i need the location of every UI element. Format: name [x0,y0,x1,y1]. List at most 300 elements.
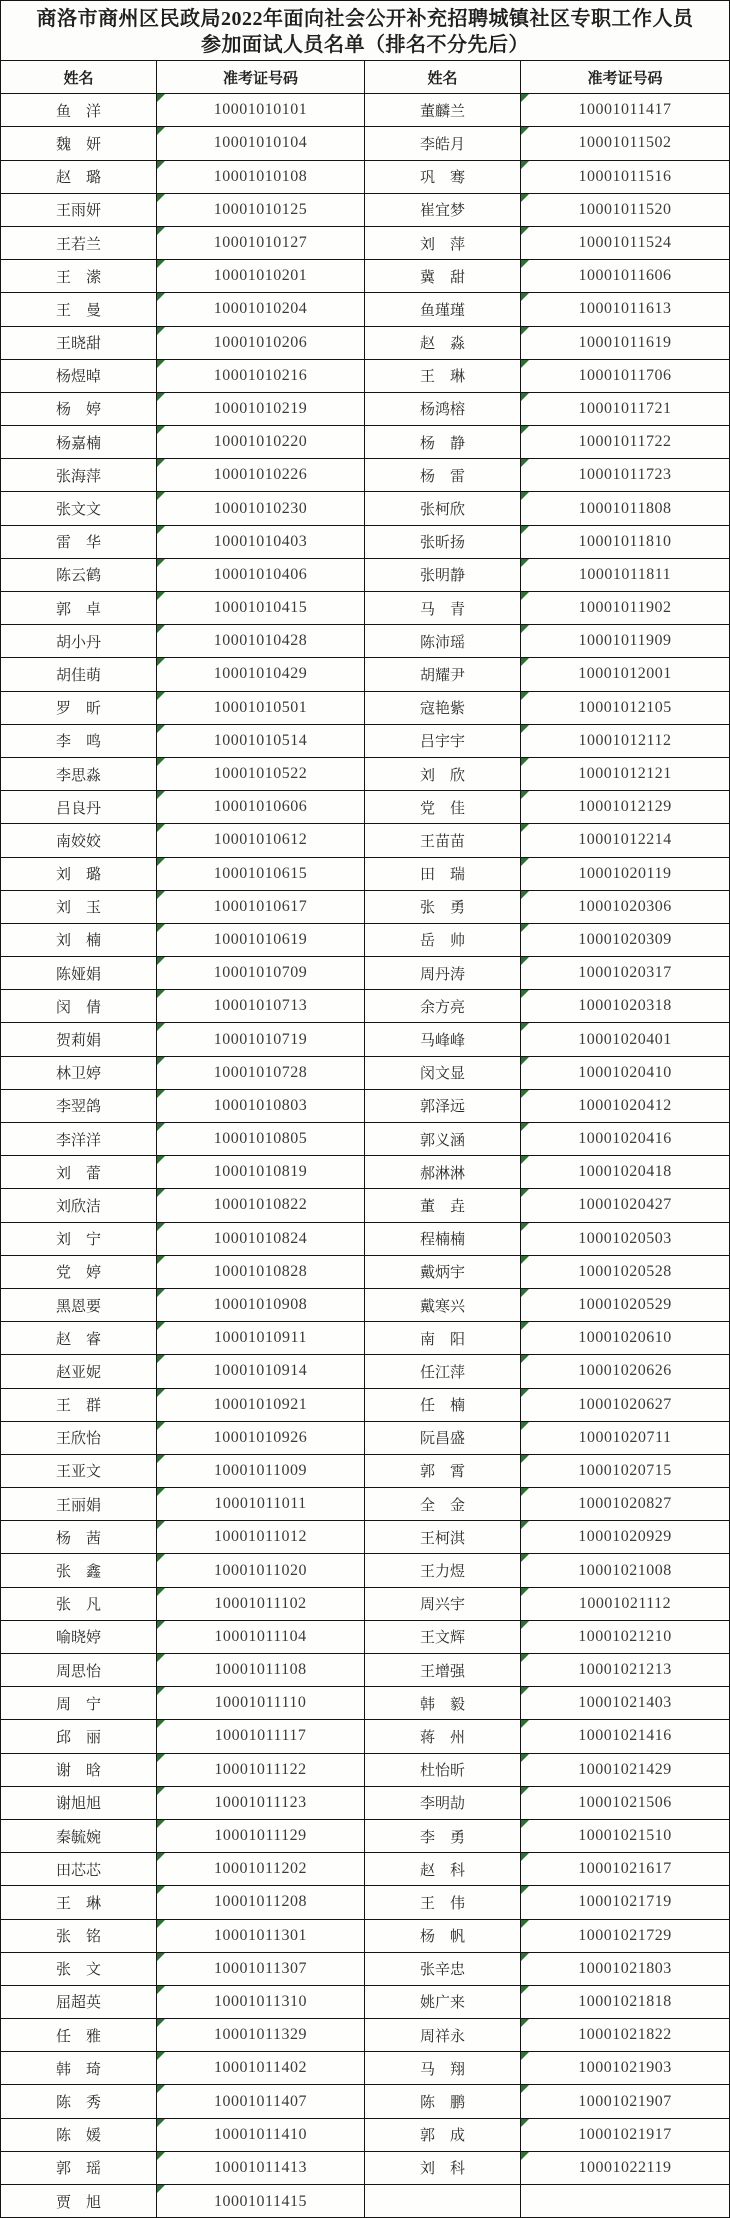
name-cell [365,492,521,524]
name-text: 戴寒兴 [419,1298,465,1315]
exam-number-cell [157,758,365,790]
exam-number-cell [521,592,729,624]
name-text: 陈 鹏 [419,2095,465,2112]
name-text: 张 勇 [419,900,465,917]
table-row [1,1023,729,1056]
name-text: 蒋 州 [419,1729,465,1746]
exam-number-cell [521,725,729,757]
roster-table-body [1,94,729,2218]
name-text: 王文辉 [419,1630,465,1647]
name-text: 赵 科 [419,1862,465,1879]
exam-number-text: 10001010201 [213,267,308,285]
name-text: 王晓甜 [55,336,101,353]
table-header-row [1,61,729,94]
name-text: 杨 茜 [55,1530,101,1547]
name-cell [1,2119,157,2151]
excel-flag-triangle-icon [521,824,529,832]
name-cell [365,2185,521,2218]
name-text: 鱼 洋 [55,103,101,120]
exam-number-text: 10001010104 [213,134,308,152]
excel-flag-triangle-icon [157,625,165,633]
name-text: 李皓月 [419,136,465,153]
exam-number-text: 10001012001 [578,665,672,683]
name-cell [1,1953,157,1985]
name-cell [365,791,521,823]
name-text: 赵 璐 [55,170,101,187]
exam-number-text: 10001011102 [214,1594,307,1612]
exam-number-text: 10001012129 [578,798,672,816]
exam-number-text: 10001020410 [578,1063,672,1081]
exam-number-text: 10001010617 [213,897,308,915]
exam-number-cell [521,924,729,956]
name-cell [365,592,521,624]
exam-number-cell [157,2185,365,2218]
exam-number-cell [157,692,365,724]
exam-number-cell [157,891,365,923]
excel-flag-triangle-icon [157,1389,165,1397]
exam-number-text: 10001011722 [578,433,672,451]
name-text: 闵文显 [419,1066,465,1083]
name-text: 李翌鸽 [55,1099,101,1116]
excel-flag-triangle-icon [157,2152,165,2160]
name-cell [1,924,157,956]
name-text: 雷 华 [55,535,101,552]
excel-flag-triangle-icon [521,1754,529,1762]
exam-number-cell [157,1986,365,2018]
excel-flag-triangle-icon [521,1820,529,1828]
exam-number-text: 10001011413 [214,2158,307,2176]
exam-number-cell [157,1953,365,1985]
excel-flag-triangle-icon [521,725,529,733]
excel-flag-triangle-icon [521,327,529,335]
excel-flag-triangle-icon [157,1820,165,1828]
exam-number-cell [157,1654,365,1686]
exam-number-cell [521,393,729,425]
exam-number-text: 10001011417 [578,101,672,119]
name-text: 巩 骞 [419,170,465,187]
table-row [1,1853,729,1886]
name-text: 杜怡昕 [419,1763,465,1780]
exam-number-text: 10001010709 [213,964,308,982]
name-text: 刘 欣 [419,767,465,784]
exam-number-text: 10001010403 [213,532,308,550]
name-cell [365,94,521,126]
excel-flag-triangle-icon [521,492,529,500]
exam-number-text: 10001011706 [578,366,672,384]
excel-flag-triangle-icon [157,2085,165,2093]
excel-flag-triangle-icon [521,227,529,235]
name-cell [1,1422,157,1454]
excel-flag-triangle-icon [157,2052,165,2060]
name-cell [1,227,157,259]
exam-number-cell [521,293,729,325]
exam-number-text: 10001011108 [214,1661,307,1679]
exam-number-text: 10001011117 [214,1727,307,1745]
exam-number-text: 10001010803 [213,1096,308,1114]
name-text: 王 琳 [419,369,465,386]
exam-number-text: 10001012112 [578,731,672,749]
name-cell [365,1223,521,1255]
excel-flag-triangle-icon [157,1986,165,1994]
exam-number-cell [157,1023,365,1055]
excel-flag-triangle-icon [521,658,529,666]
name-cell [365,526,521,558]
table-row [1,1289,729,1322]
exam-number-cell [521,127,729,159]
exam-number-text: 10001020119 [578,864,672,882]
exam-number-text: 10001010819 [213,1163,308,1181]
name-text: 屈超英 [55,1995,101,2012]
table-row [1,658,729,691]
table-row [1,426,729,459]
exam-number-cell [157,1422,365,1454]
name-cell [365,426,521,458]
name-text: 程楠楠 [419,1232,465,1249]
exam-number-text: 10001010926 [213,1428,308,1446]
name-text: 全 金 [419,1497,465,1514]
excel-flag-triangle-icon [521,360,529,368]
exam-number-text: 10001021822 [578,2026,672,2044]
excel-flag-triangle-icon [157,1720,165,1728]
exam-number-cell [521,1057,729,1089]
name-cell [1,161,157,193]
exam-number-cell [521,1488,729,1520]
name-cell [365,1687,521,1719]
exam-number-text: 10001020416 [578,1130,672,1148]
exam-number-text: 10001011301 [214,1926,307,1944]
exam-number-cell [157,1588,365,1620]
name-cell [1,1123,157,1155]
name-text: 党 婷 [55,1265,101,1282]
exam-number-cell [157,625,365,657]
exam-number-cell [521,1023,729,1055]
name-text: 郭泽远 [419,1099,465,1116]
excel-flag-triangle-icon [521,459,529,467]
name-cell [1,1920,157,1952]
name-text: 魏 妍 [55,136,101,153]
exam-number-cell [521,1554,729,1586]
excel-flag-triangle-icon [521,1156,529,1164]
name-cell [365,1554,521,1586]
table-row [1,1820,729,1853]
name-cell [1,260,157,292]
name-cell [365,1521,521,1553]
name-text: 张 鑫 [55,1564,101,1581]
name-text: 郭 成 [419,2128,465,2145]
exam-number-text: 10001011407 [214,2092,307,2110]
exam-number-cell [157,592,365,624]
excel-flag-triangle-icon [521,1588,529,1596]
name-text: 王雨妍 [55,203,101,220]
excel-flag-triangle-icon [157,1687,165,1695]
exam-number-cell [157,1488,365,1520]
name-text: 胡耀尹 [419,667,465,684]
excel-flag-triangle-icon [157,360,165,368]
exam-number-cell [521,1355,729,1387]
exam-number-text: 10001020306 [578,897,672,915]
exam-number-cell [157,1256,365,1288]
exam-number-cell [521,426,729,458]
name-text: 崔宜梦 [419,203,465,220]
table-row [1,1953,729,1986]
name-text: 鱼瑾瑾 [419,302,465,319]
exam-number-text: 10001020715 [578,1461,672,1479]
name-text: 王柯淇 [419,1530,465,1547]
exam-number-text: 10001010206 [213,333,308,351]
exam-number-text: 10001011902 [578,599,672,617]
exam-number-text: 10001010713 [213,997,308,1015]
exam-number-text: 10001010615 [213,864,308,882]
name-cell [1,1223,157,1255]
name-cell [365,1720,521,1752]
exam-number-text: 10001010219 [213,399,308,417]
name-text: 周兴宇 [419,1597,465,1614]
exam-number-text: 10001010805 [213,1130,308,1148]
exam-number-text: 10001010220 [213,433,308,451]
excel-flag-triangle-icon [521,692,529,700]
table-row [1,1986,729,2019]
exam-number-cell [521,891,729,923]
excel-flag-triangle-icon [521,1256,529,1264]
name-cell [1,1588,157,1620]
name-cell [365,1886,521,1918]
exam-number-cell [521,194,729,226]
table-row [1,924,729,957]
name-cell [365,1289,521,1321]
exam-number-text: 10001021112 [578,1594,672,1612]
exam-number-cell [521,1853,729,1885]
exam-number-cell [521,161,729,193]
exam-number-cell [157,824,365,856]
exam-number-cell [157,2052,365,2084]
exam-number-cell [157,393,365,425]
exam-number-cell [521,625,729,657]
exam-number-cell [521,2019,729,2051]
name-cell [1,891,157,923]
excel-flag-triangle-icon [157,1554,165,1562]
name-text: 韩 琦 [55,2061,101,2078]
excel-flag-triangle-icon [521,293,529,301]
exam-number-text: 10001022119 [578,2158,672,2176]
document-title [1,1,729,61]
excel-flag-triangle-icon [157,1223,165,1231]
name-cell [365,957,521,989]
name-cell [365,1654,521,1686]
table-row [1,1355,729,1388]
table-row [1,127,729,160]
excel-flag-triangle-icon [157,1355,165,1363]
table-row [1,1720,729,1753]
exam-number-text: 10001021729 [578,1926,672,1944]
name-cell [1,559,157,591]
exam-number-cell [157,725,365,757]
excel-flag-triangle-icon [521,2085,529,2093]
exam-number-text: 10001010406 [213,565,308,583]
name-cell [365,1455,521,1487]
name-cell [1,1256,157,1288]
name-text: 张文文 [55,502,101,519]
name-cell [365,227,521,259]
exam-number-cell [157,1920,365,1952]
name-text: 秦毓婉 [55,1829,101,1846]
exam-number-cell [157,1123,365,1155]
excel-flag-triangle-icon [521,1123,529,1131]
table-row [1,2052,729,2085]
exam-number-text: 10001020627 [578,1395,672,1413]
excel-flag-triangle-icon [157,858,165,866]
name-cell [1,957,157,989]
excel-flag-triangle-icon [157,725,165,733]
exam-number-cell [157,293,365,325]
excel-flag-triangle-icon [157,293,165,301]
exam-number-text: 10001010501 [213,698,308,716]
exam-number-cell [157,1455,365,1487]
exam-number-cell [157,459,365,491]
excel-flag-triangle-icon [157,1256,165,1264]
name-cell [365,824,521,856]
name-cell [365,360,521,392]
excel-flag-triangle-icon [521,891,529,899]
table-row [1,1588,729,1621]
excel-flag-triangle-icon [157,658,165,666]
name-text: 王欣怡 [55,1431,101,1448]
exam-number-text: 10001011020 [214,1561,307,1579]
exam-number-cell [521,559,729,591]
exam-number-text: 10001010108 [213,167,308,185]
name-text: 戴炳宇 [419,1265,465,1282]
exam-number-text: 10001020827 [578,1495,672,1513]
exam-number-text: 10001011129 [214,1827,307,1845]
exam-number-text: 10001021213 [578,1661,672,1679]
exam-number-text: 10001010914 [213,1362,308,1380]
exam-number-cell [521,526,729,558]
name-cell [1,1455,157,1487]
excel-flag-triangle-icon [521,758,529,766]
exam-number-cell [157,1189,365,1221]
exam-number-cell [157,1687,365,1719]
excel-flag-triangle-icon [157,791,165,799]
exam-number-text: 10001011721 [578,399,672,417]
excel-flag-triangle-icon [521,791,529,799]
exam-number-cell [157,1521,365,1553]
exam-number-text: 10001011524 [578,234,672,252]
exam-number-cell [521,791,729,823]
name-text: 刘 科 [419,2161,465,2178]
exam-number-cell [521,227,729,259]
name-text: 党 佳 [419,800,465,817]
exam-number-cell [157,94,365,126]
name-text: 陈云鹤 [55,568,101,585]
excel-flag-triangle-icon [521,1886,529,1894]
exam-number-cell [157,1389,365,1421]
exam-number-text: 10001020309 [578,930,672,948]
name-text: 李 勇 [419,1829,465,1846]
name-cell [1,1521,157,1553]
table-row [1,1554,729,1587]
table-row [1,1057,729,1090]
exam-number-cell [521,1090,729,1122]
name-text: 郭 霄 [419,1464,465,1481]
exam-number-text: 10001010226 [213,466,308,484]
name-cell [1,94,157,126]
exam-number-cell [157,1886,365,1918]
name-cell [1,692,157,724]
name-text: 郝淋淋 [419,1165,465,1182]
name-cell [1,1322,157,1354]
name-text: 杨 雷 [419,468,465,485]
name-cell [1,1654,157,1686]
exam-number-text: 10001010824 [213,1229,308,1247]
name-cell [365,725,521,757]
excel-flag-triangle-icon [157,94,165,102]
exam-number-text: 10001020626 [578,1362,672,1380]
name-text: 陈娅娟 [55,966,101,983]
exam-number-text: 10001010230 [213,499,308,517]
name-cell [1,791,157,823]
exam-number-text: 10001010101 [213,101,308,119]
exam-number-cell [521,1189,729,1221]
name-cell [1,1986,157,2018]
name-text: 张辛忠 [419,1962,465,1979]
name-cell [365,1090,521,1122]
table-row [1,625,729,658]
name-text: 王亚文 [55,1464,101,1481]
name-text: 赵亚妮 [55,1364,101,1381]
name-cell [365,2052,521,2084]
name-text: 李洋洋 [55,1132,101,1149]
excel-flag-triangle-icon [521,1189,529,1197]
excel-flag-triangle-icon [521,1223,529,1231]
name-text: 林卫婷 [55,1066,101,1083]
name-cell [365,1754,521,1786]
name-cell [365,1588,521,1620]
exam-number-text: 10001011104 [214,1627,307,1645]
exam-number-text: 10001011011 [214,1495,307,1513]
exam-number-text: 10001011909 [578,632,672,650]
exam-number-cell [157,1223,365,1255]
exam-number-cell [157,360,365,392]
name-cell [365,293,521,325]
exam-number-cell [157,791,365,823]
table-row [1,758,729,791]
exam-number-text: 10001010822 [213,1196,308,1214]
exam-number-text: 10001011410 [214,2125,307,2143]
name-cell [1,526,157,558]
excel-flag-triangle-icon [157,1787,165,1795]
exam-number-text: 10001010429 [213,665,308,683]
exam-number-cell [157,161,365,193]
name-cell [1,1488,157,1520]
table-row [1,1621,729,1654]
name-text: 周丹涛 [419,966,465,983]
excel-flag-triangle-icon [157,924,165,932]
exam-number-text: 10001021510 [578,1827,672,1845]
table-row [1,260,729,293]
name-cell [1,426,157,458]
name-text: 韩 毅 [419,1696,465,1713]
name-text: 张 文 [55,1962,101,1979]
exam-number-text: 10001010216 [213,366,308,384]
excel-flag-triangle-icon [521,127,529,135]
column-header-number-left: 准考证号码 [157,61,365,93]
exam-number-text: 10001011606 [578,267,672,285]
name-cell [1,1554,157,1586]
table-row [1,1787,729,1820]
name-cell [365,1820,521,1852]
name-cell [365,1986,521,2018]
excel-flag-triangle-icon [157,559,165,567]
exam-number-cell [521,692,729,724]
